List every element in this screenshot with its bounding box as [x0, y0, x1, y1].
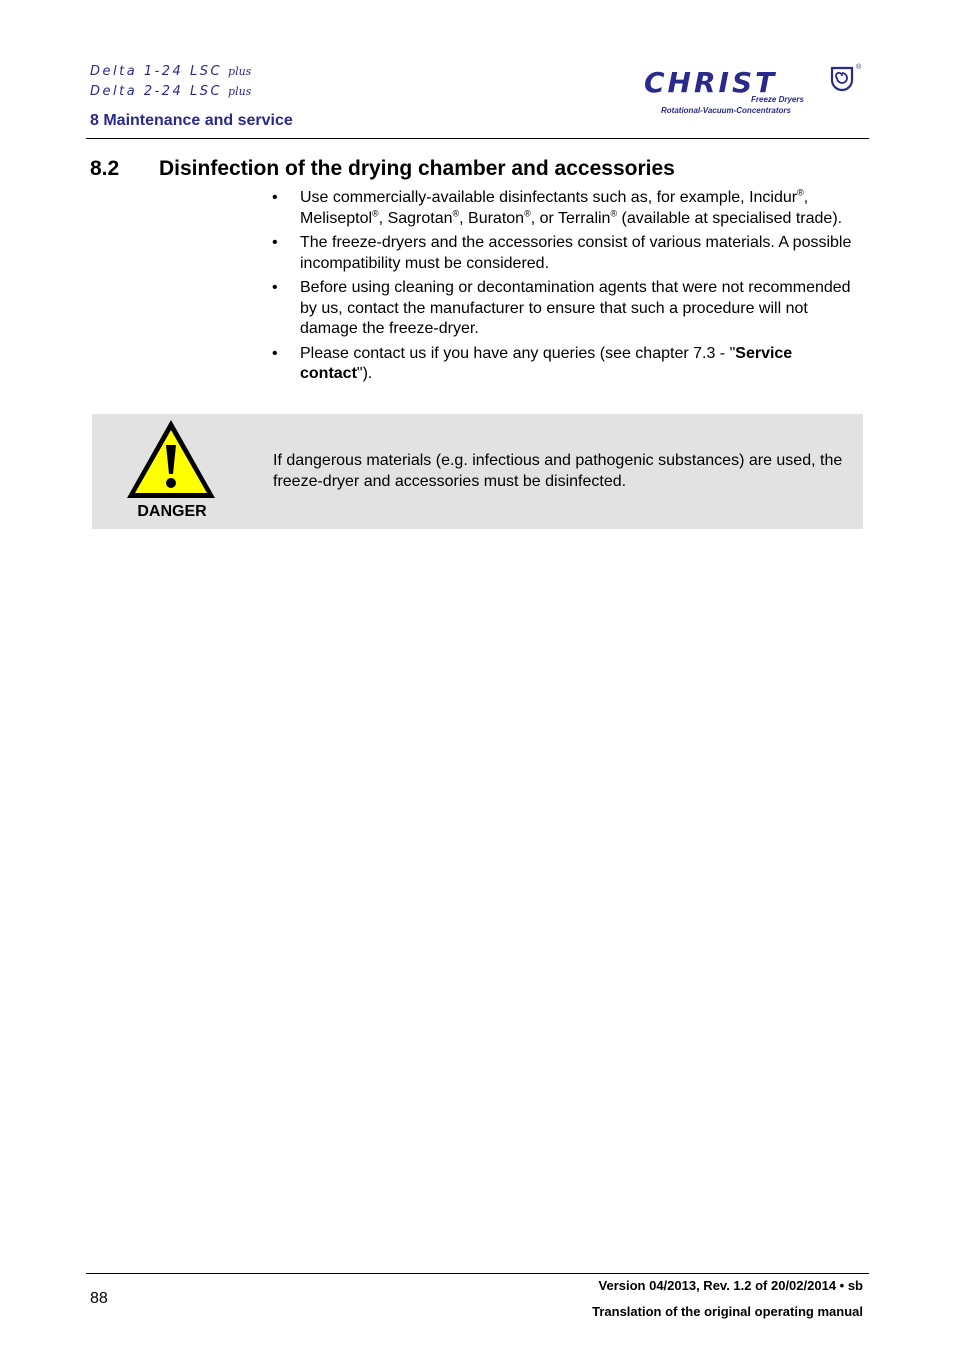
header-divider: [86, 138, 869, 139]
bullet-list: [272, 188, 862, 389]
registered-mark: ®: [856, 64, 862, 71]
page-number: 88: [90, 1290, 108, 1307]
list-item: • Please contact us if you have any queries (see chapter 7.3 - "Service contact").: [272, 344, 862, 385]
list-item: • The freeze-dryers and the accessories consist of various materials. A possible incompatibility must be considered.: [272, 233, 862, 274]
list-item: • Use commercially-available disinfectants such as, for example, Incidur®, Meliseptol®, Sagrotan®, Buraton®, or Terralin® (available at specialised trade).: [272, 188, 862, 229]
danger-notice: [92, 414, 863, 529]
footer-divider: [86, 1273, 869, 1274]
logo-subtitle-rvc: Rotational-Vacuum-Concentrators: [661, 106, 791, 115]
logo-subtitle-freeze-dryers: Freeze Dryers: [751, 95, 804, 104]
list-item: • Before using cleaning or decontamination agents that were not recommended by us, contact the manufacturer to ensure that such a procedure will not damage the freeze-dryer.: [272, 278, 862, 340]
christ-logo: [644, 64, 866, 120]
section-title: Disinfection of the drying chamber and accessories: [159, 157, 675, 180]
version-info: Version 04/2013, Rev. 1.2 of 20/02/2014 • sb: [598, 1278, 863, 1293]
danger-text: If dangerous materials (e.g. infectious and pathogenic substances) are used, the freeze-dryer and accessories must be disinfected.: [273, 452, 843, 490]
swirl-icon: [830, 66, 854, 92]
translation-note: Translation of the original operating manual: [592, 1304, 863, 1319]
logo-wordmark: CHRIST: [644, 66, 778, 99]
model-name-line-1: Delta 1-24 LSC plus: [90, 64, 252, 79]
model-name-line-2: Delta 2-24 LSC plus: [90, 84, 252, 99]
danger-label: DANGER: [137, 503, 207, 520]
warning-triangle-icon: [125, 418, 217, 500]
chapter-heading: 8 Maintenance and service: [90, 112, 293, 129]
section-number: 8.2: [90, 157, 120, 180]
